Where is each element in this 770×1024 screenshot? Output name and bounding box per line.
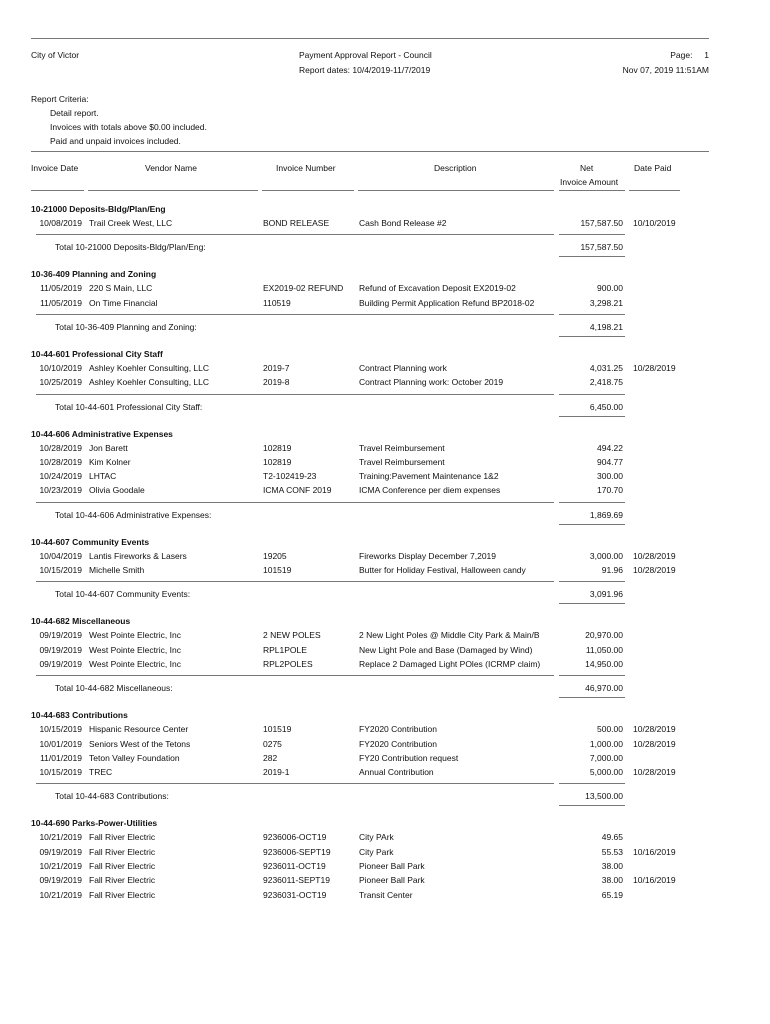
- row-description: Building Permit Application Refund BP2018-02: [359, 297, 535, 308]
- group-title: 10-36-409 Planning and Zoning: [31, 269, 157, 280]
- row-vendor: TREC: [89, 767, 113, 778]
- row-amount: 494.22: [597, 442, 623, 453]
- row-invoice-number: 9236031-OCT19: [263, 889, 327, 900]
- criteria-rule: [31, 151, 709, 152]
- group-total-label: Total 10-36-409 Planning and Zoning:: [55, 321, 197, 332]
- row-date: 10/21/2019: [39, 889, 82, 900]
- row-date: 10/23/2019: [39, 485, 82, 496]
- group-title: 10-44-682 Miscellaneous: [31, 616, 131, 627]
- row-amount: 7,000.00: [589, 752, 623, 763]
- row-invoice-number: 19205: [263, 550, 287, 561]
- group-total-label: Total 10-44-683 Contributions:: [55, 791, 169, 802]
- row-vendor: Ashley Koehler Consulting, LLC: [89, 362, 210, 373]
- row-description: FY20 Contribution request: [359, 752, 459, 763]
- row-vendor: On Time Financial: [89, 297, 158, 308]
- row-date-paid: 10/28/2019: [633, 565, 676, 575]
- subtotal-rule: [36, 394, 554, 395]
- row-amount: 11,050.00: [585, 644, 623, 655]
- row-amount: 38.00: [601, 875, 623, 886]
- group-total-amount: 3,091.96: [589, 589, 623, 600]
- col-underline: [629, 190, 680, 191]
- row-vendor: Hispanic Resource Center: [89, 724, 189, 735]
- row-vendor: Michelle Smith: [89, 565, 145, 575]
- row-invoice-number: 101519: [263, 724, 292, 735]
- subtotal-rule: [559, 234, 625, 235]
- row-invoice-number: 9236006-SEPT19: [263, 846, 331, 857]
- row-invoice-number: EX2019-02 REFUND: [263, 283, 344, 294]
- group-title: 10-44-690 Parks-Power-Utilities: [31, 818, 158, 829]
- row-amount: 157,587.50: [580, 218, 623, 228]
- row-date: 10/04/2019: [39, 550, 82, 561]
- col-underline: [88, 190, 258, 191]
- row-description: New Light Pole and Base (Damaged by Wind): [359, 644, 533, 655]
- row-date: 10/28/2019: [39, 456, 82, 467]
- row-date: 09/19/2019: [39, 875, 82, 886]
- group-total-label: Total 10-44-607 Community Events:: [55, 589, 191, 600]
- row-vendor: West Pointe Electric, Inc: [89, 644, 181, 655]
- row-invoice-number: 2 NEW POLES: [263, 630, 321, 641]
- row-date: 10/21/2019: [39, 861, 82, 871]
- col-underline: [262, 190, 354, 191]
- row-vendor: Ashley Koehler Consulting, LLC: [89, 377, 210, 388]
- row-date: 10/28/2019: [39, 442, 82, 453]
- row-description: City Park: [359, 846, 394, 857]
- group-title: 10-44-606 Administrative Expenses: [31, 428, 173, 439]
- row-invoice-number: ICMA CONF 2019: [263, 485, 332, 496]
- row-description: Refund of Excavation Deposit EX2019-02: [359, 283, 516, 294]
- row-date: 10/24/2019: [39, 471, 82, 482]
- row-description: Butter for Holiday Festival, Halloween candy: [359, 565, 526, 575]
- row-date: 10/15/2019: [39, 724, 82, 735]
- group-total-label: Total 10-44-601 Professional City Staff:: [55, 401, 203, 412]
- row-description: Pioneer Ball Park: [359, 861, 425, 871]
- row-description: Contract Planning work: October 2019: [359, 377, 504, 388]
- group-total-amount: 13,500.00: [585, 791, 623, 802]
- row-amount: 2,418.75: [589, 377, 623, 388]
- row-invoice-number: 282: [263, 752, 278, 763]
- col-invoice-number: Invoice Number: [276, 163, 336, 173]
- col-invoice-date: Invoice Date: [31, 163, 79, 173]
- row-amount: 91.96: [601, 565, 623, 575]
- row-invoice-number: 2019-8: [263, 377, 290, 388]
- row-description: Contract Planning work: [359, 362, 447, 373]
- group-total-amount: 6,450.00: [589, 401, 623, 412]
- row-date: 09/19/2019: [39, 644, 82, 655]
- col-date-paid: Date Paid: [634, 163, 672, 173]
- row-date-paid: 10/28/2019: [633, 767, 676, 778]
- row-invoice-number: 9236011-SEPT19: [263, 875, 330, 886]
- row-date-paid: 10/28/2019: [633, 738, 676, 749]
- group-total-amount: 157,587.50: [580, 242, 623, 253]
- col-description: Description: [434, 163, 477, 173]
- row-vendor: Lantis Fireworks & Lasers: [89, 550, 187, 561]
- row-date: 09/19/2019: [39, 630, 82, 641]
- row-description: Pioneer Ball Park: [359, 875, 425, 886]
- row-vendor: Fall River Electric: [89, 846, 156, 857]
- total-underline: [559, 603, 625, 604]
- row-date-paid: 10/10/2019: [633, 218, 676, 228]
- col-invoice-amount: Invoice Amount: [560, 177, 619, 187]
- row-vendor: West Pointe Electric, Inc: [89, 658, 181, 669]
- row-invoice-number: RPL2POLES: [263, 658, 313, 669]
- group-total-label: Total 10-44-682 Miscellaneous:: [55, 683, 173, 694]
- row-vendor: Kim Kolner: [89, 456, 131, 467]
- row-date: 09/19/2019: [39, 658, 82, 669]
- row-description: Replace 2 Damaged Light POles (ICRMP claim): [359, 658, 541, 669]
- subtotal-rule: [36, 502, 554, 503]
- row-invoice-number: 2019-1: [263, 767, 290, 778]
- row-amount: 904.77: [597, 456, 623, 467]
- subtotal-rule: [36, 581, 554, 582]
- row-vendor: 220 S Main, LLC: [89, 283, 153, 294]
- row-amount: 14,950.00: [585, 658, 623, 669]
- total-underline: [559, 805, 625, 806]
- row-vendor: Teton Valley Foundation: [89, 752, 180, 763]
- total-underline: [559, 416, 625, 417]
- row-amount: 3,298.21: [589, 297, 623, 308]
- group-total-amount: 4,198.21: [589, 321, 623, 332]
- row-amount: 3,000.00: [589, 550, 623, 561]
- row-date: 10/10/2019: [39, 362, 82, 373]
- col-underline: [559, 190, 625, 191]
- subtotal-rule: [559, 394, 625, 395]
- col-underline: [31, 190, 84, 191]
- group-title: 10-21000 Deposits-Bldg/Plan/Eng: [31, 204, 166, 214]
- row-invoice-number: 9236011-OCT19: [263, 861, 326, 871]
- row-amount: 55.53: [601, 846, 623, 857]
- row-invoice-number: 102819: [263, 456, 292, 467]
- row-date-paid: 10/28/2019: [633, 362, 676, 373]
- row-description: FY2020 Contribution: [359, 724, 437, 735]
- group-title: 10-44-607 Community Events: [31, 536, 150, 547]
- subtotal-rule: [559, 783, 625, 784]
- row-amount: 4,031.25: [589, 362, 623, 373]
- row-vendor: West Pointe Electric, Inc: [89, 630, 181, 641]
- row-amount: 300.00: [597, 471, 623, 482]
- row-description: City PArk: [359, 832, 394, 843]
- row-description: Training:Pavement Maintenance 1&2: [359, 471, 499, 482]
- row-vendor: LHTAC: [89, 471, 117, 482]
- row-amount: 20,970.00: [585, 630, 623, 641]
- row-date-paid: 10/16/2019: [633, 846, 676, 857]
- group-total-label: Total 10-44-606 Administrative Expenses:: [55, 509, 212, 520]
- row-invoice-number: 110519: [263, 297, 291, 308]
- print-timestamp: Nov 07, 2019 11:51AM: [622, 65, 709, 75]
- group-total-amount: 1,869.69: [589, 509, 623, 520]
- row-amount: 1,000.00: [589, 738, 623, 749]
- row-description: Transit Center: [359, 889, 413, 900]
- page-number: Page: 1: [670, 50, 709, 60]
- subtotal-rule: [36, 675, 554, 676]
- row-description: ICMA Conference per diem expenses: [359, 485, 501, 496]
- row-date: 11/01/2019: [40, 752, 82, 763]
- row-date: 11/05/2019: [40, 297, 82, 308]
- col-vendor-name: Vendor Name: [145, 163, 197, 173]
- row-date: 10/01/2019: [39, 738, 82, 749]
- org-name: City of Victor: [31, 50, 80, 60]
- row-vendor: Fall River Electric: [89, 875, 156, 886]
- row-amount: 900.00: [597, 283, 623, 294]
- subtotal-rule: [559, 502, 625, 503]
- row-date-paid: 10/28/2019: [633, 724, 676, 735]
- row-date: 10/25/2019: [39, 377, 82, 388]
- row-date-paid: 10/16/2019: [633, 875, 676, 886]
- col-underline: [358, 190, 554, 191]
- row-vendor: Trail Creek West, LLC: [89, 218, 173, 228]
- criteria-line: Detail report.: [50, 108, 99, 118]
- row-description: 2 New Light Poles @ Middle City Park & Main/B: [359, 630, 540, 641]
- row-date: 11/05/2019: [40, 283, 82, 294]
- subtotal-rule: [559, 675, 625, 676]
- row-vendor: Jon Barett: [89, 442, 128, 453]
- row-description: Annual Contribution: [359, 767, 434, 778]
- row-description: Fireworks Display December 7,2019: [359, 550, 496, 561]
- col-net: Net: [580, 163, 594, 173]
- group-title: 10-44-601 Professional City Staff: [31, 348, 163, 359]
- group-total-label: Total 10-21000 Deposits-Bldg/Plan/Eng:: [55, 242, 206, 253]
- criteria-line: Invoices with totals above $0.00 included.: [50, 122, 207, 132]
- group-title: 10-44-683 Contributions: [31, 710, 128, 721]
- total-underline: [559, 697, 625, 698]
- row-invoice-number: 102819: [263, 442, 292, 453]
- total-underline: [559, 336, 625, 337]
- row-vendor: Seniors West of the Tetons: [89, 738, 191, 749]
- criteria-heading: Report Criteria:: [31, 94, 89, 104]
- criteria-line: Paid and unpaid invoices included.: [50, 136, 181, 146]
- row-amount: 49.65: [601, 832, 623, 843]
- group-total-amount: 46,970.00: [585, 683, 623, 694]
- subtotal-rule: [559, 314, 625, 315]
- report-title: Payment Approval Report - Council: [299, 50, 432, 60]
- row-amount: 38.00: [601, 861, 623, 871]
- top-rule: [31, 38, 709, 39]
- subtotal-rule: [36, 314, 554, 315]
- row-vendor: Fall River Electric: [89, 861, 156, 871]
- row-description: FY2020 Contribution: [359, 738, 437, 749]
- subtotal-rule: [559, 581, 625, 582]
- row-invoice-number: BOND RELEASE: [263, 218, 330, 228]
- row-amount: 5,000.00: [589, 767, 623, 778]
- row-description: Travel Reimbursement: [359, 456, 445, 467]
- row-date: 10/08/2019: [39, 218, 82, 228]
- row-date: 10/21/2019: [39, 832, 82, 843]
- row-vendor: Fall River Electric: [89, 889, 156, 900]
- row-vendor: Fall River Electric: [89, 832, 156, 843]
- row-invoice-number: 101519: [263, 565, 292, 575]
- row-amount: 500.00: [597, 724, 623, 735]
- row-invoice-number: 9236006-OCT19: [263, 832, 327, 843]
- row-amount: 170.70: [597, 485, 623, 496]
- row-date-paid: 10/28/2019: [633, 550, 676, 561]
- row-invoice-number: 0275: [263, 738, 282, 749]
- row-description: Cash Bond Release #2: [359, 218, 447, 228]
- subtotal-rule: [36, 234, 554, 235]
- report-dates: Report dates: 10/4/2019-11/7/2019: [299, 65, 431, 75]
- row-date: 10/15/2019: [39, 565, 82, 575]
- total-underline: [559, 256, 625, 257]
- row-description: Travel Reimbursement: [359, 442, 445, 453]
- row-date: 09/19/2019: [39, 846, 82, 857]
- row-amount: 65.19: [601, 889, 623, 900]
- row-invoice-number: RPL1POLE: [263, 644, 307, 655]
- subtotal-rule: [36, 783, 554, 784]
- row-date: 10/15/2019: [39, 767, 82, 778]
- total-underline: [559, 524, 625, 525]
- row-invoice-number: 2019-7: [263, 362, 290, 373]
- row-vendor: Olivia Goodale: [89, 485, 145, 496]
- row-invoice-number: T2-102419-23: [263, 471, 317, 482]
